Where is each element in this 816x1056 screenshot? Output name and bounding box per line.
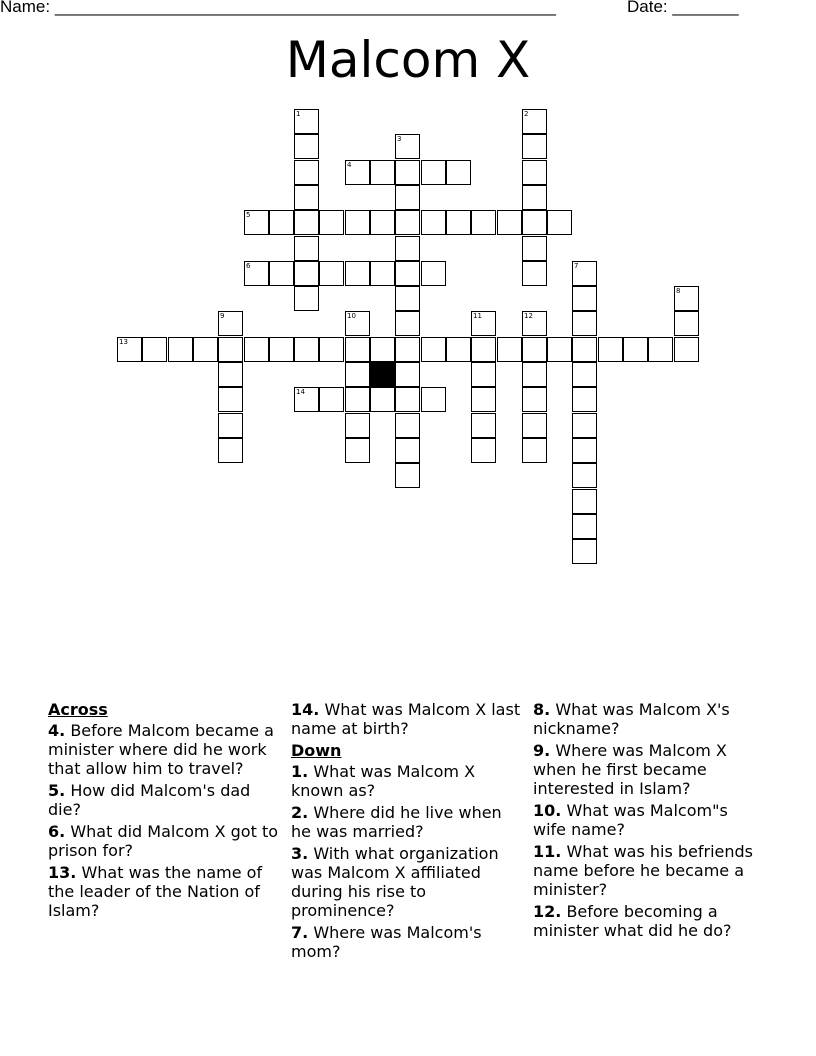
- clue-number: 8.: [533, 700, 551, 719]
- grid-cell[interactable]: [244, 337, 269, 362]
- grid-cell[interactable]: [522, 387, 547, 412]
- grid-cell[interactable]: [421, 160, 446, 185]
- grid-cell[interactable]: [319, 210, 344, 235]
- grid-cell[interactable]: [572, 514, 597, 539]
- grid-cell[interactable]: [572, 337, 597, 362]
- grid-cell[interactable]: [269, 210, 294, 235]
- grid-cell[interactable]: [244, 210, 269, 235]
- name-blank[interactable]: _____________________________________________________: [54, 0, 556, 16]
- grid-cell[interactable]: [395, 286, 420, 311]
- clue-number-label: 1: [296, 110, 301, 118]
- down-clue: [533, 741, 765, 798]
- grid-cell[interactable]: [294, 337, 319, 362]
- clue-number: 9.: [533, 741, 551, 760]
- grid-cell[interactable]: [446, 160, 471, 185]
- grid-cell[interactable]: [370, 261, 395, 286]
- grid-cell[interactable]: [395, 210, 420, 235]
- across-clue: [48, 781, 280, 819]
- grid-cell[interactable]: [294, 210, 319, 235]
- grid-cell[interactable]: [218, 413, 243, 438]
- grid-cell[interactable]: [395, 463, 420, 488]
- down-clue: [291, 803, 523, 841]
- clue-text: Where did he live when he was married?: [291, 803, 502, 841]
- grid-cell[interactable]: [674, 286, 699, 311]
- down-heading: Down: [291, 741, 342, 760]
- grid-cell[interactable]: [547, 337, 572, 362]
- down-clue: [291, 923, 523, 961]
- grid-cell[interactable]: [471, 413, 496, 438]
- clues-column-1: [48, 700, 280, 923]
- grid-cell[interactable]: [345, 337, 370, 362]
- grid-cell[interactable]: [471, 311, 496, 336]
- grid-cell[interactable]: [572, 286, 597, 311]
- down-clue: [291, 762, 523, 800]
- down-clue: [291, 844, 523, 920]
- grid-cell[interactable]: [294, 109, 319, 134]
- down-clue: [533, 801, 765, 839]
- grid-cell[interactable]: [218, 438, 243, 463]
- grid-cell[interactable]: [370, 337, 395, 362]
- grid-cell[interactable]: [572, 438, 597, 463]
- grid-cell[interactable]: [522, 210, 547, 235]
- grid-cell[interactable]: [395, 311, 420, 336]
- grid-cell[interactable]: [522, 236, 547, 261]
- grid-cell[interactable]: [395, 387, 420, 412]
- grid-cell[interactable]: [168, 337, 193, 362]
- clues-column-3: [533, 700, 765, 943]
- grid-cell[interactable]: [395, 261, 420, 286]
- grid-cell[interactable]: [572, 261, 597, 286]
- clue-number-label: 14: [296, 388, 305, 396]
- grid-cell[interactable]: [446, 210, 471, 235]
- grid-cell[interactable]: [674, 337, 699, 362]
- grid-cell[interactable]: [522, 160, 547, 185]
- grid-cell[interactable]: [421, 387, 446, 412]
- grid-cell[interactable]: [294, 286, 319, 311]
- grid-cell[interactable]: [572, 413, 597, 438]
- grid-cell[interactable]: [269, 261, 294, 286]
- grid-cell[interactable]: [395, 185, 420, 210]
- grid-cell[interactable]: [218, 362, 243, 387]
- grid-cell[interactable]: [522, 185, 547, 210]
- grid-cell[interactable]: [294, 185, 319, 210]
- grid-cell[interactable]: [345, 413, 370, 438]
- grid-cell[interactable]: [598, 337, 623, 362]
- grid-cell[interactable]: [294, 160, 319, 185]
- clue-number: 3.: [291, 844, 309, 863]
- clue-text: What was Malcom X known as?: [291, 762, 476, 800]
- grid-cell[interactable]: [522, 362, 547, 387]
- grid-cell[interactable]: [294, 261, 319, 286]
- clue-text: Before becoming a minister what did he do?: [533, 902, 732, 940]
- black-square: [370, 362, 395, 387]
- across-heading: Across: [48, 700, 108, 719]
- grid-cell[interactable]: [446, 337, 471, 362]
- grid-cell[interactable]: [345, 438, 370, 463]
- grid-cell[interactable]: [471, 438, 496, 463]
- down-clue: [533, 902, 765, 940]
- clue-text: What did Malcom X got to prison for?: [48, 822, 279, 860]
- down-clue: [533, 842, 765, 899]
- clue-number: 2.: [291, 803, 309, 822]
- grid-cell[interactable]: [269, 337, 294, 362]
- date-blank[interactable]: _______: [672, 0, 739, 16]
- grid-cell[interactable]: [345, 261, 370, 286]
- grid-cell[interactable]: [522, 311, 547, 336]
- grid-cell[interactable]: [674, 311, 699, 336]
- grid-cell[interactable]: [497, 210, 522, 235]
- grid-cell[interactable]: [395, 362, 420, 387]
- grid-cell[interactable]: [471, 210, 496, 235]
- grid-cell[interactable]: [142, 337, 167, 362]
- grid-cell[interactable]: [497, 337, 522, 362]
- grid-cell[interactable]: [395, 134, 420, 159]
- grid-cell[interactable]: [319, 337, 344, 362]
- grid-cell[interactable]: [395, 236, 420, 261]
- grid-cell[interactable]: [522, 109, 547, 134]
- grid-cell[interactable]: [522, 261, 547, 286]
- clue-number-label: 5: [246, 211, 251, 219]
- clue-number-label: 2: [524, 110, 529, 118]
- grid-cell[interactable]: [572, 311, 597, 336]
- clues-column-2: [291, 700, 523, 964]
- clue-number: 5.: [48, 781, 66, 800]
- clue-number-label: 13: [119, 338, 128, 346]
- grid-cell[interactable]: [370, 210, 395, 235]
- clue-number-label: 3: [397, 135, 402, 143]
- grid-cell[interactable]: [522, 438, 547, 463]
- grid-cell[interactable]: [193, 337, 218, 362]
- clue-number: 13.: [48, 863, 77, 882]
- clue-text: What was his befriends name before he became a minister?: [533, 842, 754, 899]
- grid-cell[interactable]: [421, 210, 446, 235]
- grid-cell[interactable]: [218, 311, 243, 336]
- across-clue: [48, 721, 280, 778]
- grid-cell[interactable]: [522, 134, 547, 159]
- clue-number-label: 8: [676, 287, 681, 295]
- clue-number: 6.: [48, 822, 66, 841]
- grid-cell[interactable]: [395, 438, 420, 463]
- grid-cell[interactable]: [218, 387, 243, 412]
- clue-number: 10.: [533, 801, 562, 820]
- clue-number: 11.: [533, 842, 562, 861]
- grid-cell[interactable]: [218, 337, 243, 362]
- grid-cell[interactable]: [395, 160, 420, 185]
- grid-cell[interactable]: [345, 160, 370, 185]
- grid-cell[interactable]: [294, 134, 319, 159]
- puzzle-title: Malcom X: [285, 31, 531, 89]
- grid-cell[interactable]: [471, 387, 496, 412]
- clue-number-label: 4: [347, 161, 352, 169]
- clue-number: 7.: [291, 923, 309, 942]
- clue-text: What was Malcom"s wife name?: [533, 801, 728, 839]
- grid-cell[interactable]: [294, 387, 319, 412]
- grid-cell[interactable]: [471, 337, 496, 362]
- clue-text: With what organization was Malcom X affiliated during his rise to prominence?: [291, 844, 499, 920]
- grid-cell[interactable]: [471, 362, 496, 387]
- grid-cell[interactable]: [572, 463, 597, 488]
- clue-text: Where was Malcom X when he first became interested in Islam?: [533, 741, 727, 798]
- grid-cell[interactable]: [345, 387, 370, 412]
- clue-text: What was Malcom X's nickname?: [533, 700, 730, 738]
- grid-cell[interactable]: [421, 261, 446, 286]
- clue-text: Before Malcom became a minister where did he work that allow him to travel?: [48, 721, 274, 778]
- grid-cell[interactable]: [370, 160, 395, 185]
- date-label: Date:: [627, 0, 668, 16]
- across-clue: [48, 822, 280, 860]
- grid-cell[interactable]: [547, 210, 572, 235]
- clue-text: What was the name of the leader of the Nation of Islam?: [48, 863, 263, 920]
- grid-cell[interactable]: [370, 387, 395, 412]
- clue-number: 12.: [533, 902, 562, 921]
- grid-cell[interactable]: [572, 387, 597, 412]
- grid-cell[interactable]: [395, 413, 420, 438]
- down-clue: [533, 700, 765, 738]
- grid-cell[interactable]: [623, 337, 648, 362]
- grid-cell[interactable]: [522, 337, 547, 362]
- clue-number: 4.: [48, 721, 66, 740]
- clue-text: What was Malcom X last name at birth?: [291, 700, 521, 738]
- clue-number-label: 12: [524, 312, 533, 320]
- grid-cell[interactable]: [117, 337, 142, 362]
- clue-text: How did Malcom's dad die?: [48, 781, 251, 819]
- grid-cell[interactable]: [294, 236, 319, 261]
- clue-number-label: 6: [246, 262, 251, 270]
- grid-cell[interactable]: [345, 311, 370, 336]
- clue-number-label: 10: [347, 312, 356, 320]
- grid-cell[interactable]: [572, 539, 597, 564]
- grid-cell[interactable]: [572, 362, 597, 387]
- clue-text: Where was Malcom's mom?: [291, 923, 482, 961]
- clue-number: 14.: [291, 700, 320, 719]
- grid-cell[interactable]: [421, 337, 446, 362]
- across-clue: [291, 700, 523, 738]
- clue-number-label: 7: [574, 262, 579, 270]
- grid-cell[interactable]: [522, 413, 547, 438]
- grid-cell[interactable]: [648, 337, 673, 362]
- grid-cell[interactable]: [395, 337, 420, 362]
- grid-cell[interactable]: [345, 210, 370, 235]
- grid-cell[interactable]: [244, 261, 269, 286]
- clue-number-label: 9: [220, 312, 225, 320]
- clue-number-label: 11: [473, 312, 482, 320]
- grid-cell[interactable]: [345, 362, 370, 387]
- grid-cell[interactable]: [319, 261, 344, 286]
- name-label: Name:: [0, 0, 51, 16]
- clue-number: 1.: [291, 762, 309, 781]
- across-clue: [48, 863, 280, 920]
- grid-cell[interactable]: [319, 387, 344, 412]
- grid-cell[interactable]: [572, 489, 597, 514]
